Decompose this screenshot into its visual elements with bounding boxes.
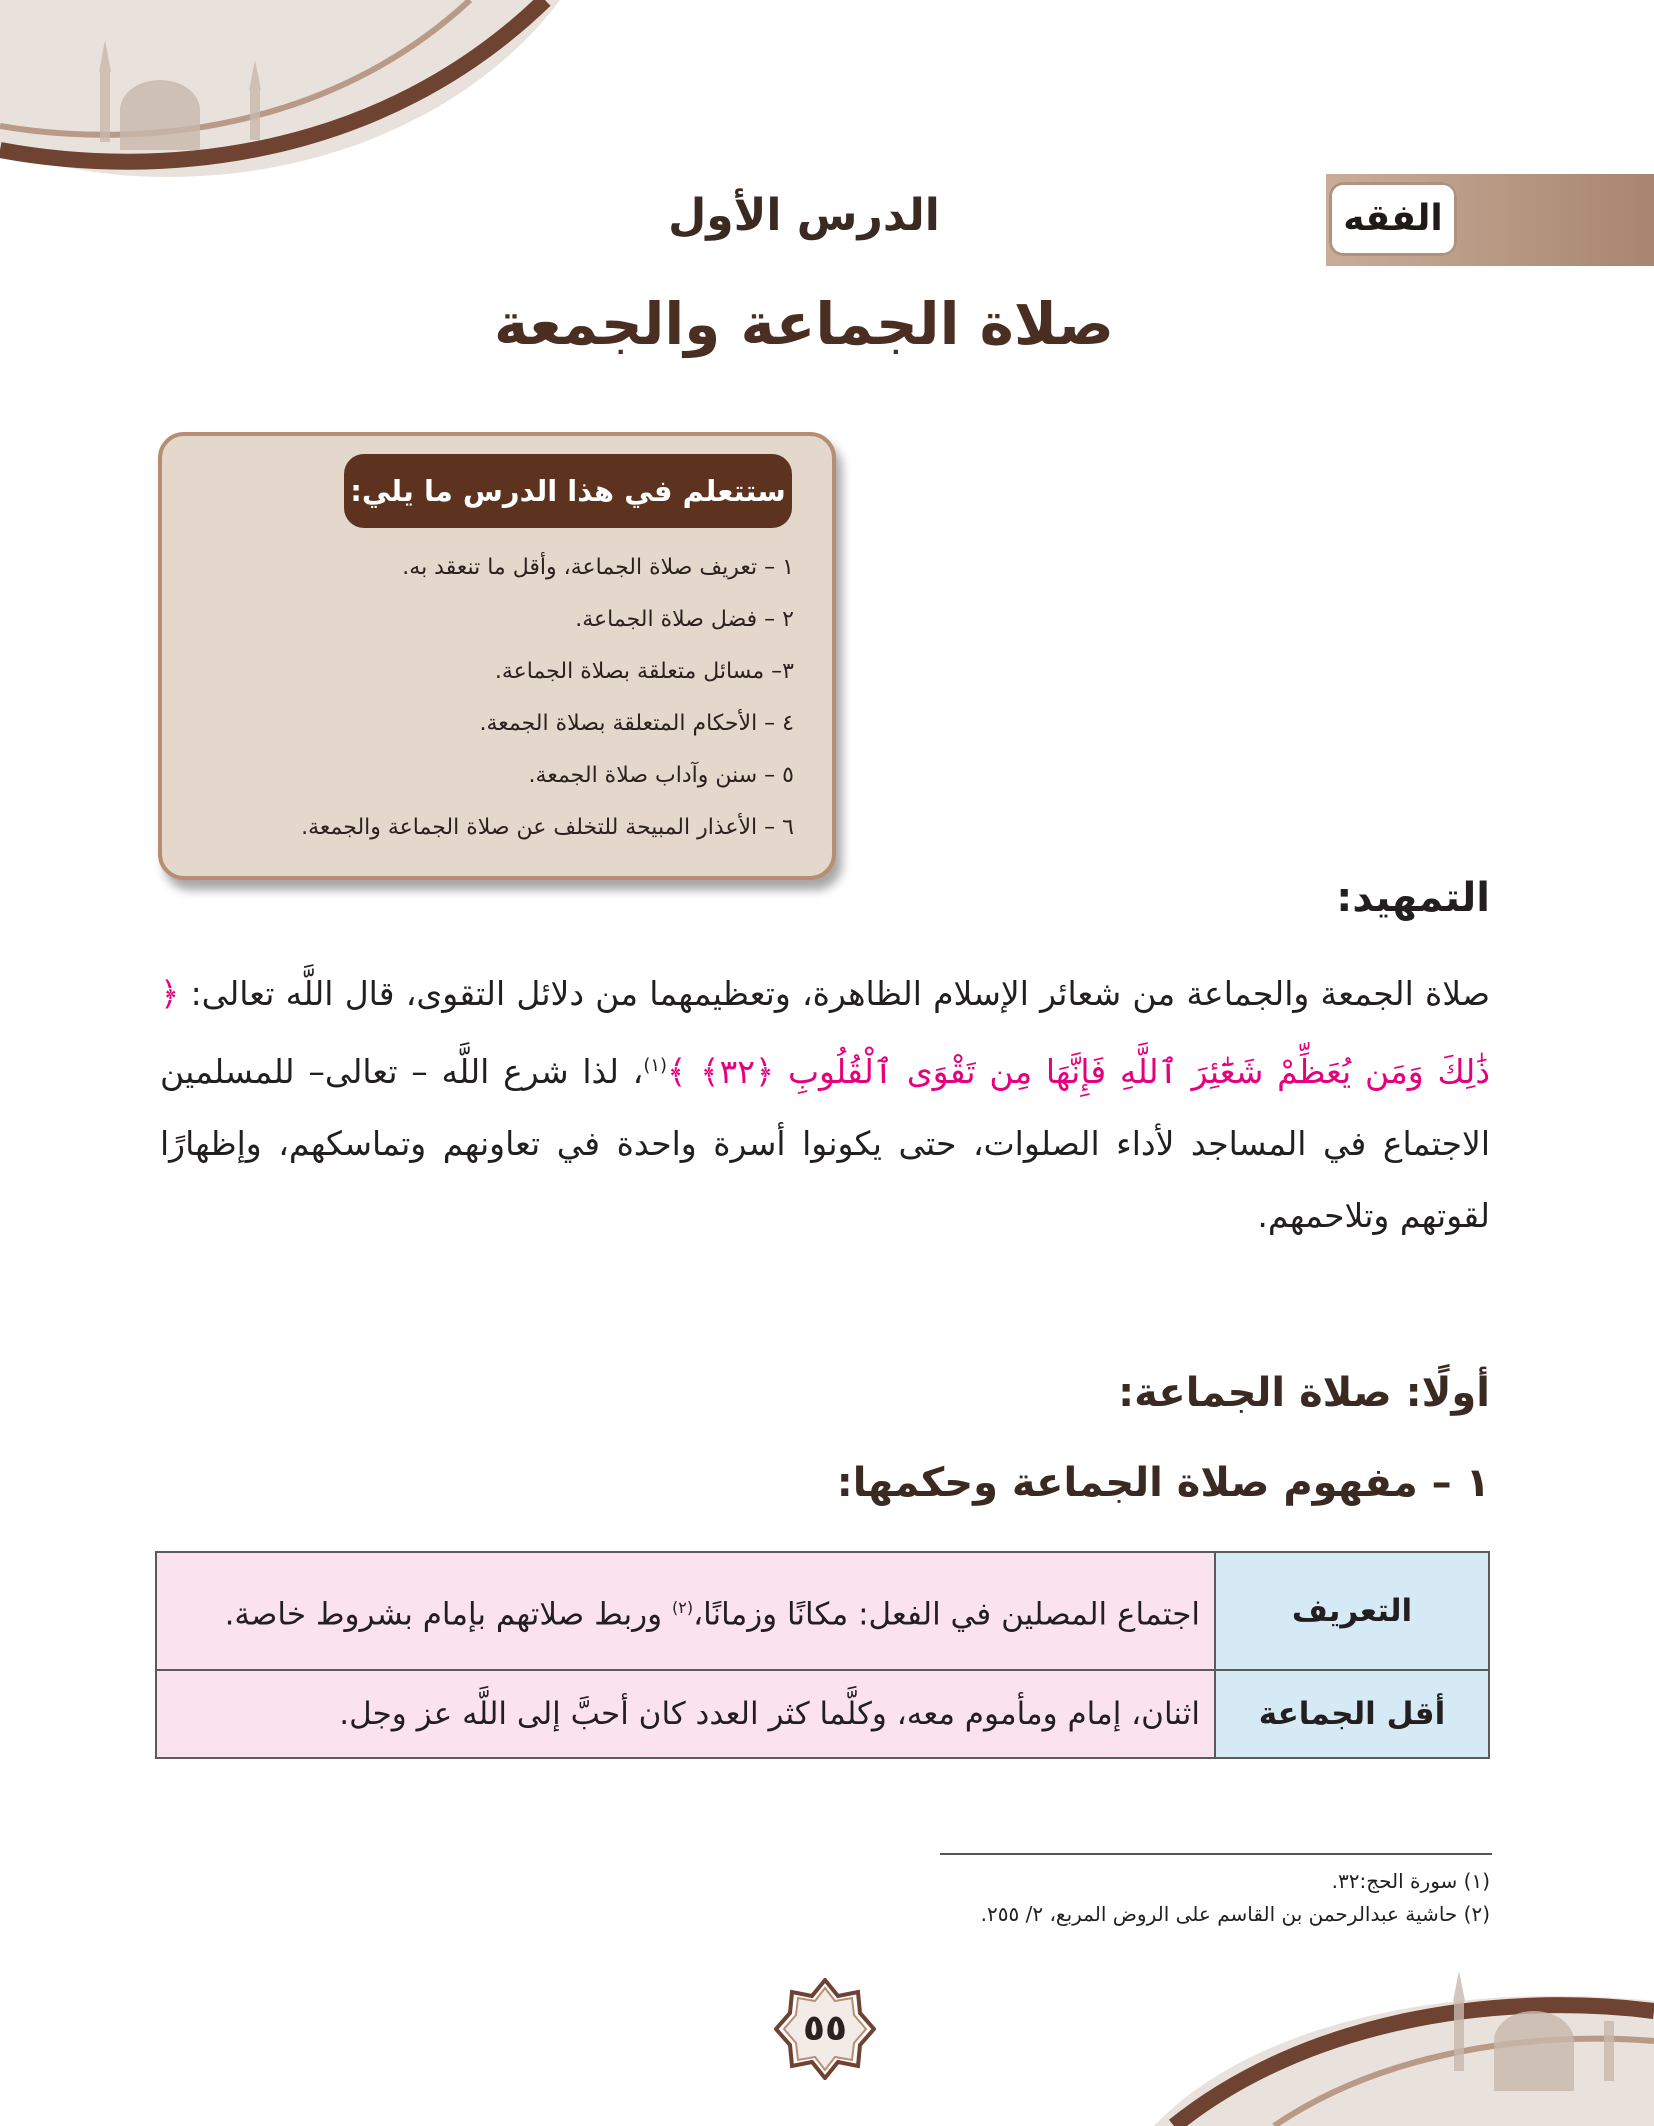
footnote-item: (١) سورة الحج:٣٢. [1331,1869,1490,1893]
intro-text-before: صلاة الجمعة والجماعة من شعائر الإسلام الظاهرة، وتعظيمهما من دلائل التقوى، قال اللَّه تعالى: [179,974,1490,1013]
objective-item: ٢ – فضل صلاة الجماعة. [575,607,794,632]
footnote-ref: (٢) [671,1597,694,1617]
objectives-box [158,432,836,880]
page-number: ٥٥ [803,2008,847,2049]
table-value [156,1670,1215,1758]
table-row [156,1670,1489,1758]
footnote-item: (٢) حاشية عبدالرحمن بن القاسم على الروض المربع، ٢/ ٢٥٥. [980,1902,1490,1926]
lesson-title: صلاة الجماعة والجمعة [494,290,1114,358]
objective-item: ٤ – الأحكام المتعلقة بصلاة الجمعة. [479,711,794,736]
subject-tab [1326,174,1654,266]
corner-ornament-top [0,0,560,190]
subsection-heading: ١ – مفهوم صلاة الجماعة وحكمها: [836,1460,1490,1506]
footnote-divider [940,1853,1492,1855]
table-value-text: اجتماع المصلين في الفعل: مكانًا وزمانًا، [693,1596,1200,1633]
subject-label: الفقه [1343,198,1443,239]
footnotes [790,1865,1490,1931]
footnote-ref: (١) [643,1055,668,1076]
lesson-number: الدرس الأول [668,190,940,241]
intro-paragraph [160,958,1490,1252]
objective-item: ٦ – الأعذار المبيحة للتخلف عن صلاة الجماعة والجمعة. [301,815,794,840]
intro-heading: التمهيد: [1336,875,1490,921]
intro-text-after: ، لذا شرع اللَّه – تعالى– للمسلمين الاجتماع في المساجد لأداء الصلوات، حتى يكونوا أسرة واحدة في تعاونهم وتماسكهم، وإظهارًا لقوتهم وتلاحمهم. [160,1052,1490,1235]
table-value [156,1552,1215,1670]
table-value-text: اثنان، إمام ومأموم معه، وكلَّما كثر العدد كان أحبَّ إلى اللَّه عز وجل. [339,1696,1200,1732]
table-key: أقل الجماعة [1215,1670,1489,1758]
quran-verse: ﴿ ذَٰلِكَ وَمَن يُعَظِّمْ شَعَٰٓئِرَ ٱللَّهِ فَإِنَّهَا مِن تَقْوَى ٱلْقُلُوبِ ﴿٣٢﴾ ﴾ [160,974,1491,1091]
objectives-list [194,542,794,854]
objective-item: ١ – تعريف صلاة الجماعة، وأقل ما تنعقد به. [402,555,794,580]
corner-ornament-bottom [1134,1961,1654,2126]
objectives-heading: ستتعلم في هذا الدرس ما يلي: [344,454,792,528]
table-value-text: وربط صلاتهم بإمام بشروط خاصة. [224,1596,672,1633]
definition-table [155,1551,1490,1759]
table-row [156,1552,1489,1670]
objective-item: ٥ – سنن وآداب صلاة الجمعة. [528,763,794,788]
table-key: التعريف [1215,1552,1489,1670]
objective-item: ٣– مسائل متعلقة بصلاة الجماعة. [494,659,794,684]
section-heading: أولًا: صلاة الجماعة: [1118,1370,1490,1416]
